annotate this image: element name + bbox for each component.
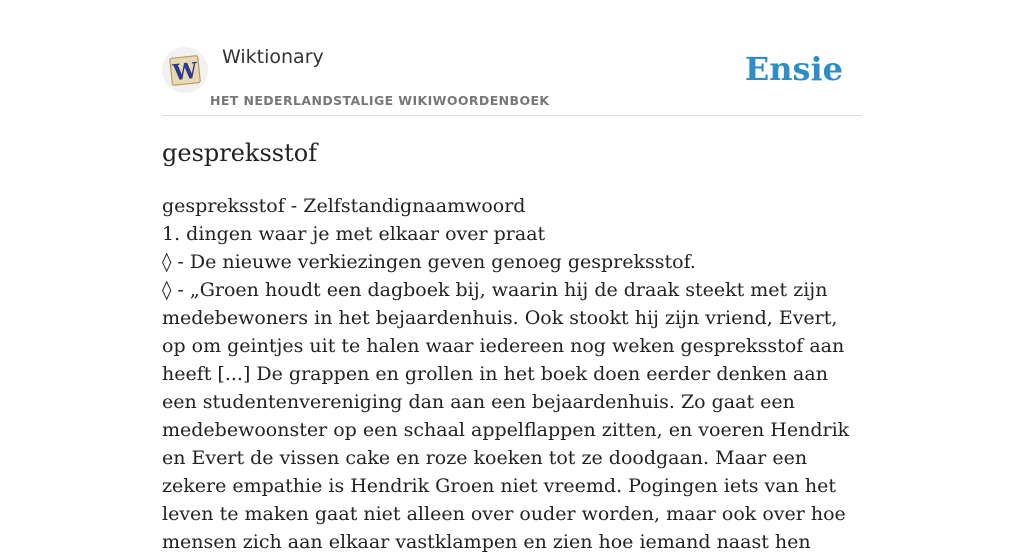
example-item: ◊ - De nieuwe verkiezingen geven genoeg gespreksstof. bbox=[162, 251, 696, 273]
example-item: ◊ - „Groen houdt een dagboek bij, waarin hij de draak steekt met zijn medebewoners in het bejaardenhuis. Ook stookt hij zijn vriend, Evert, op om geintjes uit te halen waar iedereen nog weken gespreksstof aan heeft [...] De grappen en grollen in het boek doen eerder denken aan een studentenvereniging dan aan een bejaardenhuis. Zo gaat een medebewoonster op een schaal appelflappen zitten, en voeren Hendrik en Evert de vissen cake en roze koeken tot ze doodgaan. Maar een zekere empathie is Hendrik Groen niet vreemd. Pogingen iets van het leven te maken gaat niet alleen over ouder worden, maar ook over hoe mensen zich aan elkaar vastklampen en zien hoe iemand naast hen bbox=[162, 279, 850, 553]
logo-letter: W bbox=[171, 57, 199, 87]
entry-content bbox=[162, 192, 862, 556]
header-divider bbox=[162, 115, 862, 116]
sense-item: 1. dingen waar je met elkaar over praat bbox=[162, 223, 546, 245]
wiktionary-logo-icon[interactable] bbox=[162, 47, 208, 93]
site-name[interactable]: Wiktionary bbox=[222, 46, 324, 68]
site-tagline: HET NEDERLANDSTALIGE WIKIWOORDENBOEK bbox=[210, 93, 550, 108]
definition-line: gespreksstof - Zelfstandignaamwoord bbox=[162, 195, 526, 217]
page-title: gespreksstof bbox=[162, 139, 318, 167]
brand-logo[interactable]: Ensie bbox=[744, 50, 843, 88]
page bbox=[162, 0, 862, 553]
